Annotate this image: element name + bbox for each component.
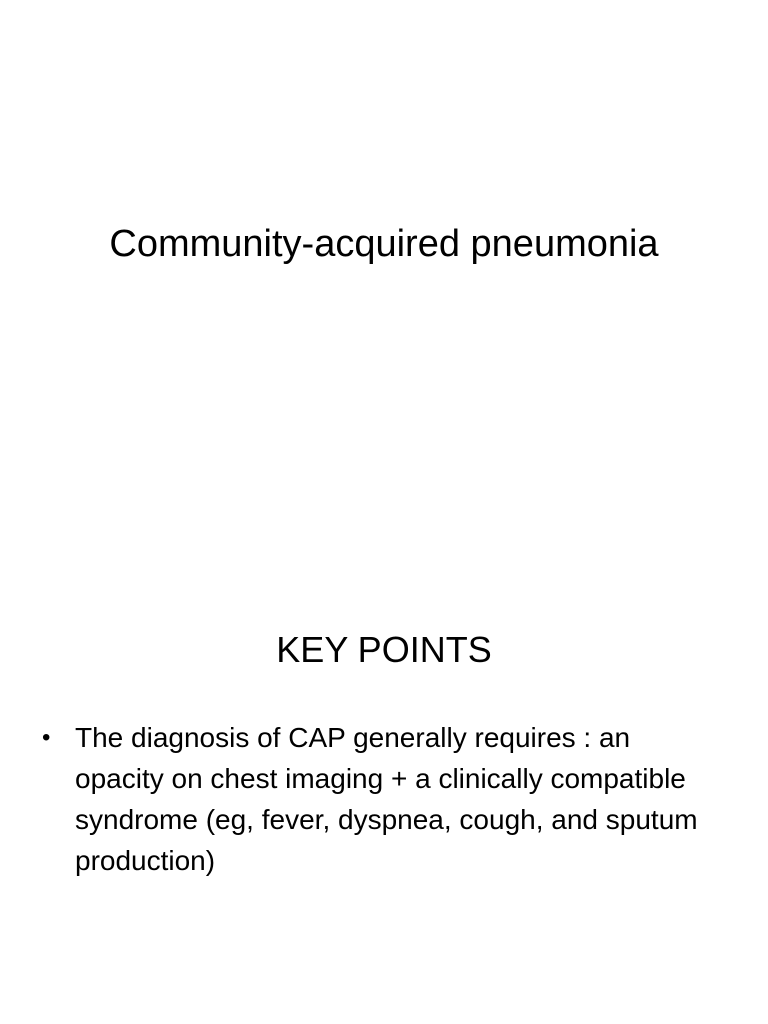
bullet-dot-icon: •	[42, 724, 51, 751]
slide-title: Community-acquired pneumonia	[109, 223, 659, 265]
key-points-heading: KEY POINTS	[276, 629, 492, 670]
bullet-text: The diagnosis of CAP generally requires : an opacity on chest imaging + a clinically compatible syndrome (eg, fever, dyspnea, cough, and sputum production)	[75, 722, 698, 876]
bullet-list	[40, 717, 720, 881]
bullet-item	[40, 717, 720, 881]
key-points-slide	[0, 512, 768, 1024]
